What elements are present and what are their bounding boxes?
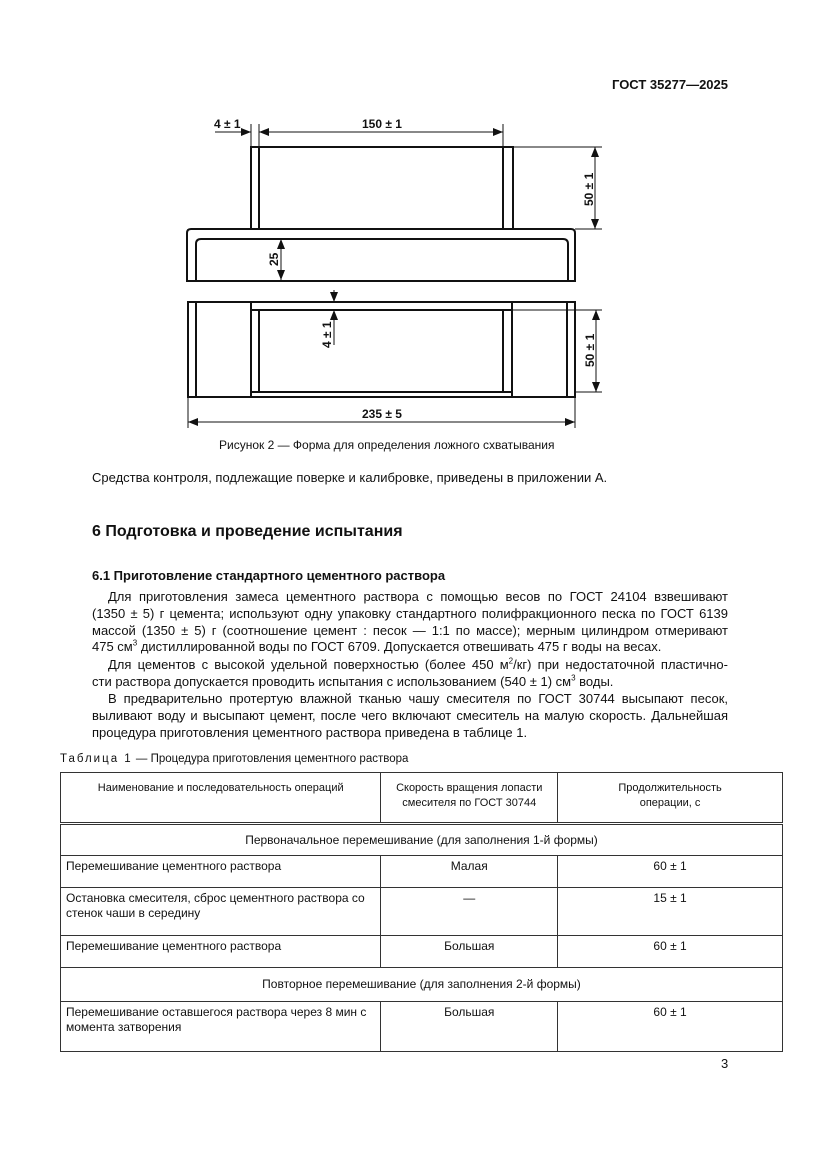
table-header-row: [61, 773, 783, 824]
table-row: [61, 856, 783, 888]
header-cell: Скорость вращения лопасти смесителя по ГОСТ 30744: [381, 773, 558, 824]
dim-total-length: 235 ± 5: [362, 407, 402, 421]
cell: 15 ± 1: [558, 888, 783, 936]
superscript: 3: [132, 638, 138, 648]
cell: Малая: [381, 856, 558, 888]
table-title: — Процедура приготовления цементного раствора: [132, 753, 409, 765]
dim-height-top: 50 ± 1: [582, 172, 596, 206]
paragraph-line: (1350 ± 5) г цемента; используют одну упаковку стандартного полифракционного песка по ГОСТ 6139: [92, 606, 728, 621]
dim-height-bottom: 50 ± 1: [583, 333, 597, 367]
text: /кг) при недостаточной пластично-: [513, 657, 728, 672]
page-number: 3: [721, 1056, 729, 1071]
mold-drawing: [0, 0, 827, 440]
table-row: [61, 1002, 783, 1052]
procedure-table: [60, 772, 783, 1052]
cell: Перемешивание оставшегося раствора через 8 мин с момента затворения: [61, 1002, 381, 1052]
cell: 60 ± 1: [558, 936, 783, 968]
cell: 60 ± 1: [558, 1002, 783, 1052]
figure-caption: Рисунок 2 — Форма для определения ложного схватывания: [219, 438, 555, 452]
dim-inner-length: 150 ± 1: [362, 117, 402, 131]
cell: Перемешивание цементного раствора: [61, 856, 381, 888]
paragraph-line: процедура приготовления цементного раствора приведена в таблице 1.: [92, 725, 528, 740]
table-label: Таблица 1: [60, 753, 133, 765]
note-paragraph: Средства контроля, подлежащие поверке и калибровке, приведены в приложении А.: [92, 470, 608, 485]
subsection-title: 6.1 Приготовление стандартного цементного раствора: [92, 568, 446, 583]
section-title: 6 Подготовка и проведение испытания: [92, 523, 403, 540]
document-code: ГОСТ 35277—2025: [612, 77, 728, 92]
cell: Большая: [381, 1002, 558, 1052]
group-cell: Первоначальное перемешивание (для заполнения 1-й формы): [61, 824, 783, 856]
text: сти раствора допускается проводить испытания с использованием (540 ± 1) см: [92, 674, 572, 689]
superscript: 3: [571, 673, 576, 683]
paragraph-line: [92, 639, 728, 654]
paragraph-line: массой (1350 ± 5) г (соотношение цемент : песок — 1:1 по массе); мерным цилиндром отмеривают: [92, 623, 728, 638]
header-cell: Наименование и последовательность операций: [61, 773, 381, 824]
paragraph-line: выливают воду и высыпают цемент, после чего включают смеситель на малую скорость. Дальнейшая: [92, 708, 728, 723]
cell: —: [381, 888, 558, 936]
paragraph-line: [92, 674, 728, 689]
paragraph-line: [108, 657, 728, 672]
dim-base: 25: [267, 252, 281, 266]
group-cell: Повторное перемешивание (для заполнения 2-й формы): [61, 968, 783, 1002]
table-row: [61, 936, 783, 968]
paragraph-line: В предварительно протертую влажной тканью чашу смесителя по ГОСТ 30744 высыпают песок,: [108, 691, 728, 706]
table-row: [61, 888, 783, 936]
table-group-row: [61, 824, 783, 856]
cell: Остановка смесителя, сброс цементного раствора со стенок чаши в середину: [61, 888, 381, 936]
text: дистиллированной воды по ГОСТ 6709. Допускается отвешивать 475 г воды на весах.: [137, 639, 662, 654]
superscript: 2: [508, 656, 514, 666]
cell: Перемешивание цементного раствора: [61, 936, 381, 968]
cell: Большая: [381, 936, 558, 968]
dim-wall: 4 ± 1: [214, 117, 241, 131]
text: 475 см: [92, 639, 133, 654]
table-caption: [60, 753, 408, 765]
dim-wall-vertical: 4 ± 1: [320, 321, 334, 348]
paragraph-line: Для приготовления замеса цементного раствора с помощью весов по ГОСТ 24104 взвешивают: [108, 589, 728, 604]
text: воды.: [575, 674, 614, 689]
table-group-row: [61, 968, 783, 1002]
text: Для цементов с высокой удельной поверхностью (более 450 м: [108, 657, 509, 672]
cell: 60 ± 1: [558, 856, 783, 888]
header-cell: Продолжительность операции, с: [558, 773, 783, 824]
